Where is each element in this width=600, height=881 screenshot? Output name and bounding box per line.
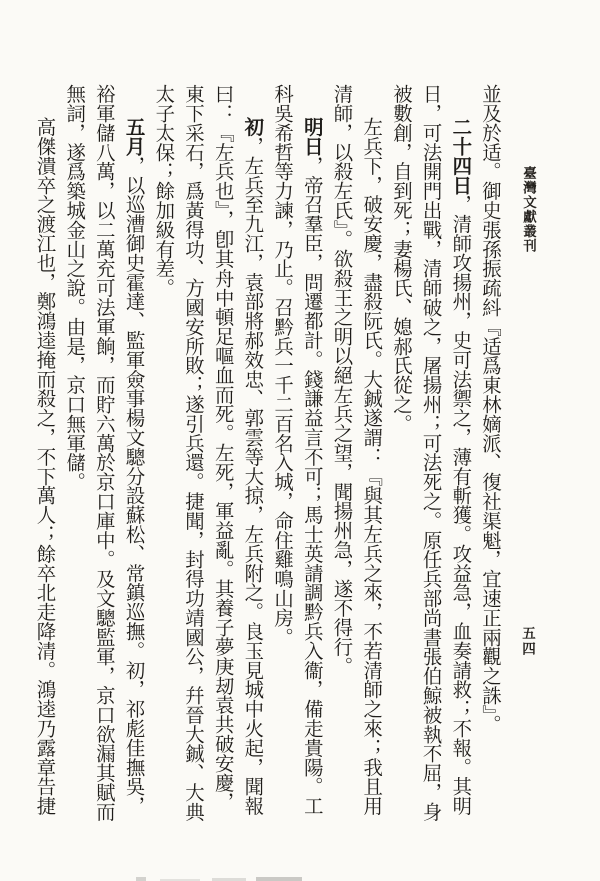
paragraph-date-head: 初 [241,117,263,137]
paragraph-text: ，以巡漕御史霍達、監軍僉事楊文驄分設蘇松、常鎮巡撫。初，祁彪佳撫吳，裕軍儲八萬，以二萬充可法軍餉，而貯六萬於京口庫中。及文驄監軍，京口欲漏其賦而無詞，遂爲築城金山之說。由是，京口無軍儲。 [63,84,144,822]
paragraph [58,84,147,826]
page-number: 五四 [520,626,535,657]
paragraph-text: 高傑潰卒之渡江也，鄭鴻逵掩而殺之，不下萬人；餘卒北走降清。鴻逵乃露章告捷 [33,117,55,816]
paragraph-text: 並及於适。御史張孫振疏紏『适爲東林嫡派、復社渠魁，宜速正兩觀之誅』。 [479,84,500,734]
paragraph [266,84,325,826]
text-block [29,84,504,826]
paragraph [148,84,267,826]
paragraph-date-head: 二十四日 [449,117,471,195]
paragraph [29,84,59,826]
paragraph [385,84,474,826]
paragraph-date-head: 五月 [122,117,144,156]
paragraph-text: 左兵下，破安慶，盡殺阮氏。大鋮遂謂：『與其左兵之來，不若清師之來；我且用清師，以殺左氏』。欲殺王之明以絕左兵之望，聞揚州急，遂不得行。 [330,84,382,816]
scan-artifact [136,877,146,881]
paragraph-text: ，清師攻揚州，史可法禦之，薄有斬獲。攻益急，血奏請救；不報。其明日，可法開門出戰，清師破之，屠揚州；可法死之。原任兵部尚書張伯鯨被執不屈，身被數創，自到死；妻楊氏、媳郝氏從之。 [389,84,471,822]
paragraph [474,84,504,826]
scan-artifact [256,877,302,881]
running-head-series-title: 臺灣文獻叢刊 [521,166,536,253]
paragraph-text: ，左兵至九江，袁部將郝效忠、郭雲等大掠，左兵附之。良玉見城中火起，聞報曰：『左兵也』，卽其舟中頓足嘔血而死。左死，軍益亂。其養子夢庚刼袁共破安慶，東下采石，爲黃得功、方國安所敗；遂引兵還。捷聞，封得功靖國公，幷晉大鋮、大典太子太保；餘加級有差。 [152,84,263,822]
paragraph [326,84,385,826]
paragraph-text: ，帝召羣臣，問遷都計。錢謙益言不可；馬士英請調黔兵入衞，備走貴陽。工科吳希哲等力諫，乃止。召黔兵一千二百名入城，命住雞鳴山房。 [271,84,322,816]
paragraph-date-head: 明日 [300,117,322,156]
